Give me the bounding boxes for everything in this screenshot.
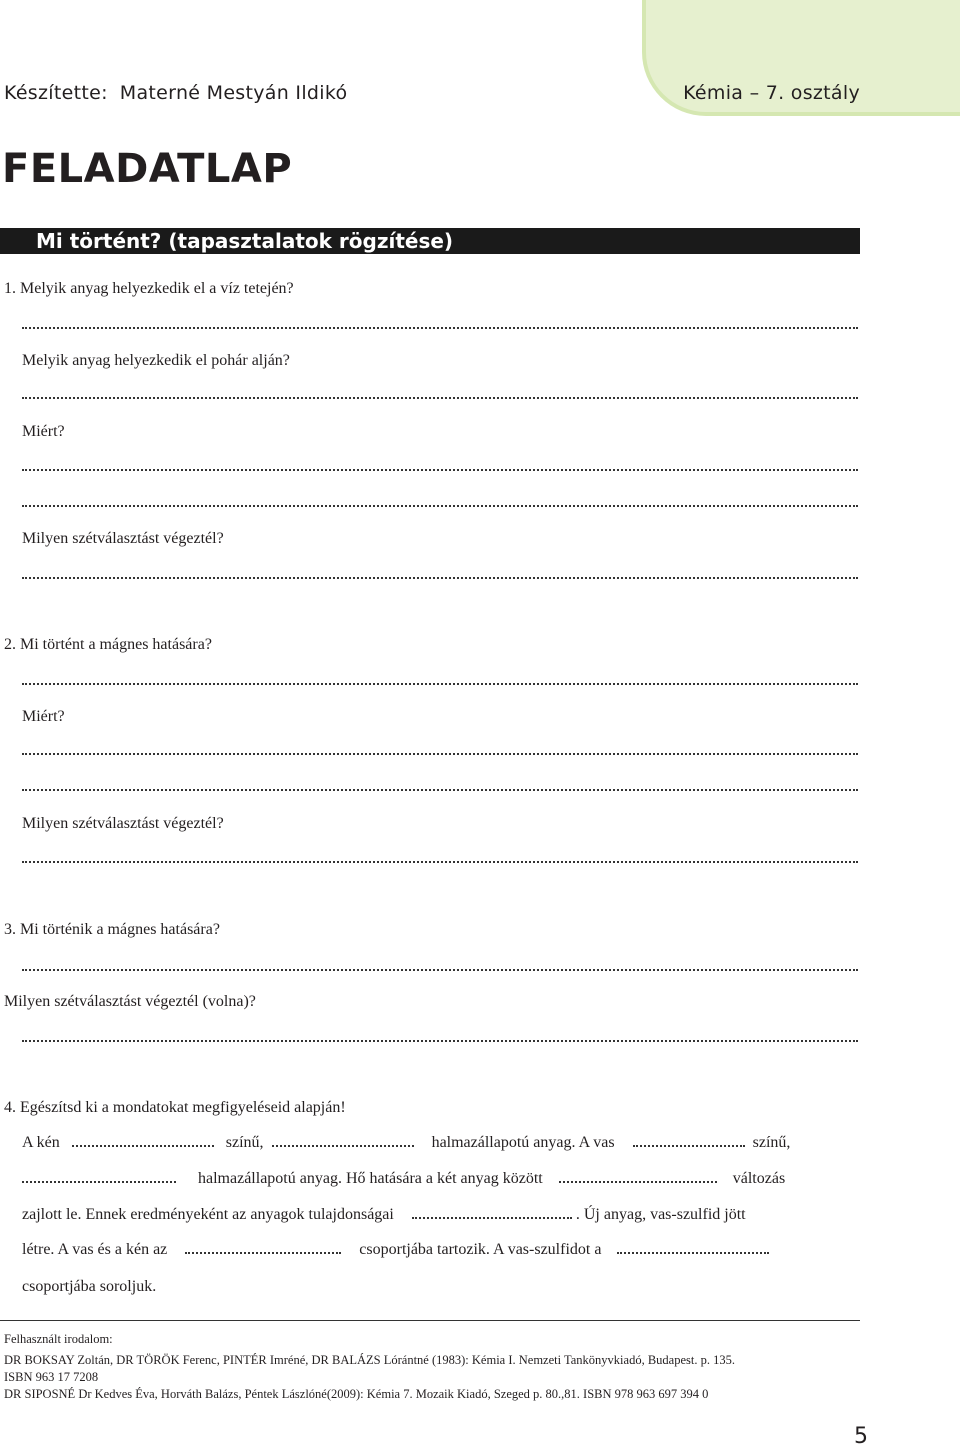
answer-line[interactable] [22,327,858,329]
q4-text: . Új anyag, vas-szulfid jött [575,1206,746,1223]
q4-sentence-line-3 [22,1206,746,1224]
reference-2: DR SIPOSNÉ Dr Kedves Éva, Horváth Balázs, Péntek Lászlóné(2009): Kémia 7. Mozaik Kiadó, Szeged p. 80.,81. ISBN 978 963 697 394 0 [4,1387,709,1401]
answer-line[interactable] [22,577,858,579]
fill-blank[interactable] [559,1181,717,1183]
author-name: Materné Mestyán Ildikó [119,82,348,104]
author-line [4,82,347,104]
q3-question-b: Milyen szétválasztást végeztél (volna)? [4,993,256,1010]
answer-line[interactable] [22,861,858,863]
subject-label: Kémia – 7. osztály [683,82,860,104]
q4-text: színű, [752,1134,791,1151]
divider [0,1320,860,1321]
fill-blank[interactable] [617,1252,769,1254]
author-label: Készítette: [4,82,108,104]
q4-sentence-line-2 [22,1170,785,1188]
q2-question-b: Miért? [22,708,65,725]
q4-sentence-line-1 [22,1134,790,1152]
answer-line[interactable] [22,397,858,399]
fill-blank[interactable] [72,1145,214,1147]
answer-line[interactable] [22,753,858,755]
reference-1-isbn: ISBN 963 17 7208 [4,1370,99,1384]
page-title: FELADATLAP [2,146,293,192]
q2-question-c: Milyen szétválasztást végeztél? [22,815,224,832]
q4-text: csoportjába tartozik. A vas-szulfidot a [359,1241,602,1258]
q1-question-b: Melyik anyag helyezkedik el pohár alján? [22,352,290,369]
q3-question-a: 3. Mi történik a mágnes hatására? [4,921,220,938]
references-heading: Felhasznált irodalom: [4,1332,113,1346]
q4-instruction: 4. Egészítsd ki a mondatokat megfigyeléseid alapján! [4,1099,346,1116]
q4-sentence-line-4 [22,1241,769,1259]
answer-line[interactable] [22,505,858,507]
fill-blank[interactable] [412,1217,572,1219]
answer-line[interactable] [22,1040,858,1042]
q2-question-a: 2. Mi történt a mágnes hatására? [4,636,212,653]
q1-question-c: Miért? [22,423,65,440]
fill-blank[interactable] [633,1145,745,1147]
q4-text: színű, [225,1134,264,1151]
section-heading: Mi történt? (tapasztalatok rögzítése) [0,228,860,254]
answer-line[interactable] [22,683,858,685]
fill-blank[interactable] [272,1145,414,1147]
q4-sentence-line-5: csoportjába soroljuk. [22,1278,157,1295]
q4-text: létre. A vas és a kén az [22,1241,168,1258]
reference-1: DR BOKSAY Zoltán, DR TÖRÖK Ferenc, PINTÉR Imréné, DR BALÁZS Lórántné (1983): Kémia I. Nemzeti Tankönyvkiadó, Budapest. p. 135. [4,1353,735,1367]
fill-blank[interactable] [185,1252,341,1254]
answer-line[interactable] [22,969,858,971]
q4-text: változás [732,1170,786,1187]
q4-text: A kén [22,1134,60,1151]
answer-line[interactable] [22,469,858,471]
q1-question-d: Milyen szétválasztást végeztél? [22,530,224,547]
page-number: 5 [854,1424,868,1449]
q4-text: halmazállapotú anyag. A vas [431,1134,615,1151]
q4-text: zajlott le. Ennek eredményeként az anyagok tulajdonságai [22,1206,394,1223]
answer-line[interactable] [22,789,858,791]
q1-question-a: 1. Melyik anyag helyezkedik el a víz tetején? [4,280,294,297]
q4-text: halmazállapotú anyag. Hő hatására a két anyag között [198,1170,543,1187]
fill-blank[interactable] [22,1181,176,1183]
